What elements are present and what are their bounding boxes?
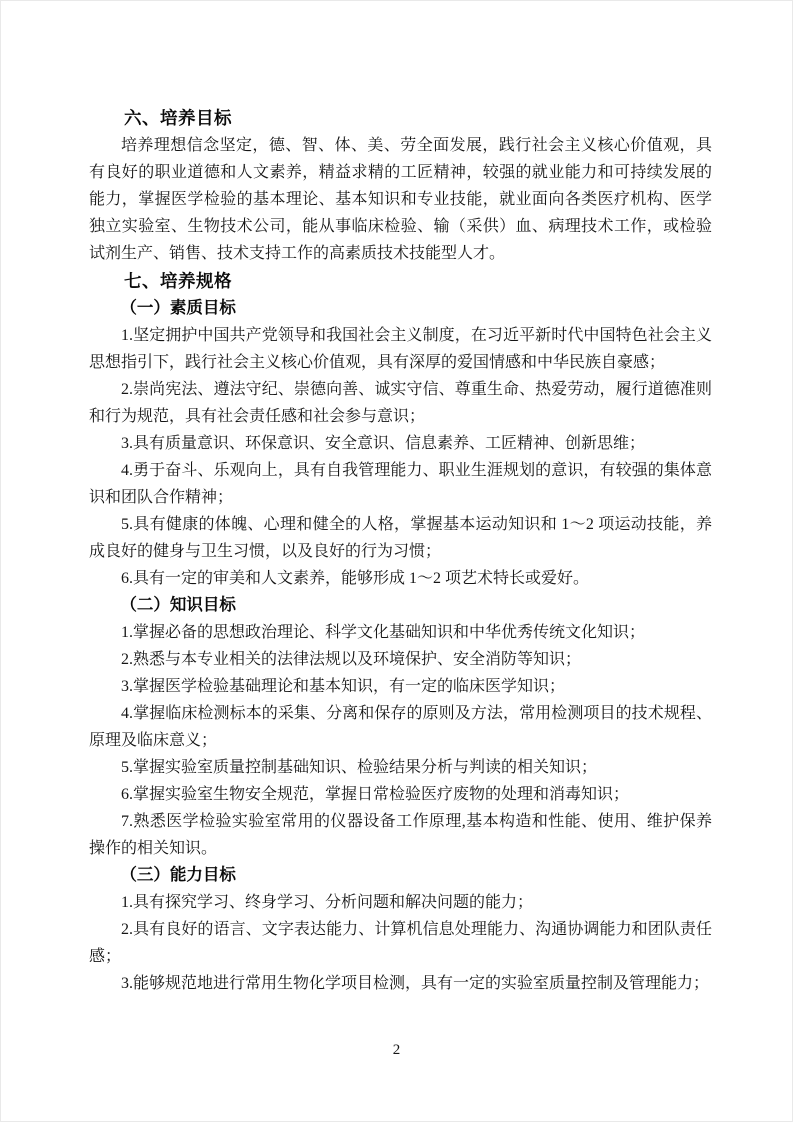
quality-goals-heading: （一）素质目标 — [120, 299, 236, 317]
ability-goals-heading: （三）能力目标 — [120, 866, 236, 884]
quality-goal-item: 5.具有健康的体魄、心理和健全的人格，掌握基本运动知识和 1～2 项运动技能，养成良好的健身与卫生习惯，以及良好的行为习惯； — [89, 516, 712, 560]
quality-goal-item: 1.坚定拥护中国共产党领导和我国社会主义制度，在习近平新时代中国特色社会主义思想指引下，践行社会主义核心价值观，具有深厚的爱国情感和中华民族自豪感； — [89, 327, 712, 371]
knowledge-goal-item: 7.熟悉医学检验实验室常用的仪器设备工作原理,基本构造和性能、使用、维护保养操作的相关知识。 — [89, 813, 712, 857]
knowledge-goal-item: 6.掌握实验室生物安全规范，掌握日常检验医疗废物的处理和消毒知识； — [121, 786, 630, 803]
ability-goal-item: 1.具有探究学习、终身学习、分析问题和解决问题的能力； — [121, 894, 534, 911]
ability-goal-item: 3.能够规范地进行常用生物化学项目检测，具有一定的实验室质量控制及管理能力； — [121, 975, 710, 992]
knowledge-goals-heading: （二）知识目标 — [120, 596, 236, 614]
page-number: 2 — [392, 1042, 401, 1058]
quality-goal-item: 6.具有一定的审美和人文素养，能够形成 1～2 项艺术特长或爱好。 — [121, 570, 590, 587]
quality-goal-item: 4.勇于奋斗、乐观向上，具有自我管理能力、职业生涯规划的意识，有较强的集体意识和团队合作精神； — [89, 462, 712, 506]
knowledge-goal-item: 3.掌握医学检验基础理论和基本知识，有一定的临床医学知识； — [121, 678, 566, 695]
quality-goal-item: 3.具有质量意识、环保意识、安全意识、信息素养、工匠精神、创新思维； — [121, 435, 646, 452]
knowledge-goal-item: 5.掌握实验室质量控制基础知识、检验结果分析与判读的相关知识； — [121, 759, 598, 776]
quality-goal-item: 2.崇尚宪法、遵法守纪、崇德向善、诚实守信、尊重生命、热爱劳动，履行道德准则和行为规范，具有社会责任感和社会参与意识； — [89, 381, 712, 425]
section-six-heading: 六、培养目标 — [124, 108, 232, 128]
knowledge-goal-item: 4.掌握临床检测标本的采集、分离和保存的原则及方法，常用检测项目的技术规程、原理及临床意义； — [89, 705, 712, 749]
knowledge-goal-item: 1.掌握必备的思想政治理论、科学文化基础知识和中华优秀传统文化知识； — [121, 624, 646, 641]
ability-goal-item: 2.具有良好的语言、文字表达能力、计算机信息处理能力、沟通协调能力和团队责任感； — [89, 921, 712, 965]
section-seven-heading: 七、培养规格 — [124, 271, 232, 291]
knowledge-goal-item: 2.熟悉与本专业相关的法律法规以及环境保护、安全消防等知识； — [121, 651, 582, 668]
section-six-paragraph: 培养理想信念坚定，德、智、体、美、劳全面发展，践行社会主义核心价值观，具有良好的职业道德和人文素养，精益求精的工匠精神，较强的就业能力和可持续发展的能力，掌握医学检验的基本理论、基本知识和专业技能，就业面向各类医疗机构、医学独立实验室、生物技术公司，能从事临床检验、输（采供）血、病理技术工作，或检验试剂生产、销售、技术支持工作的高素质技术技能型人才。 — [89, 137, 712, 262]
